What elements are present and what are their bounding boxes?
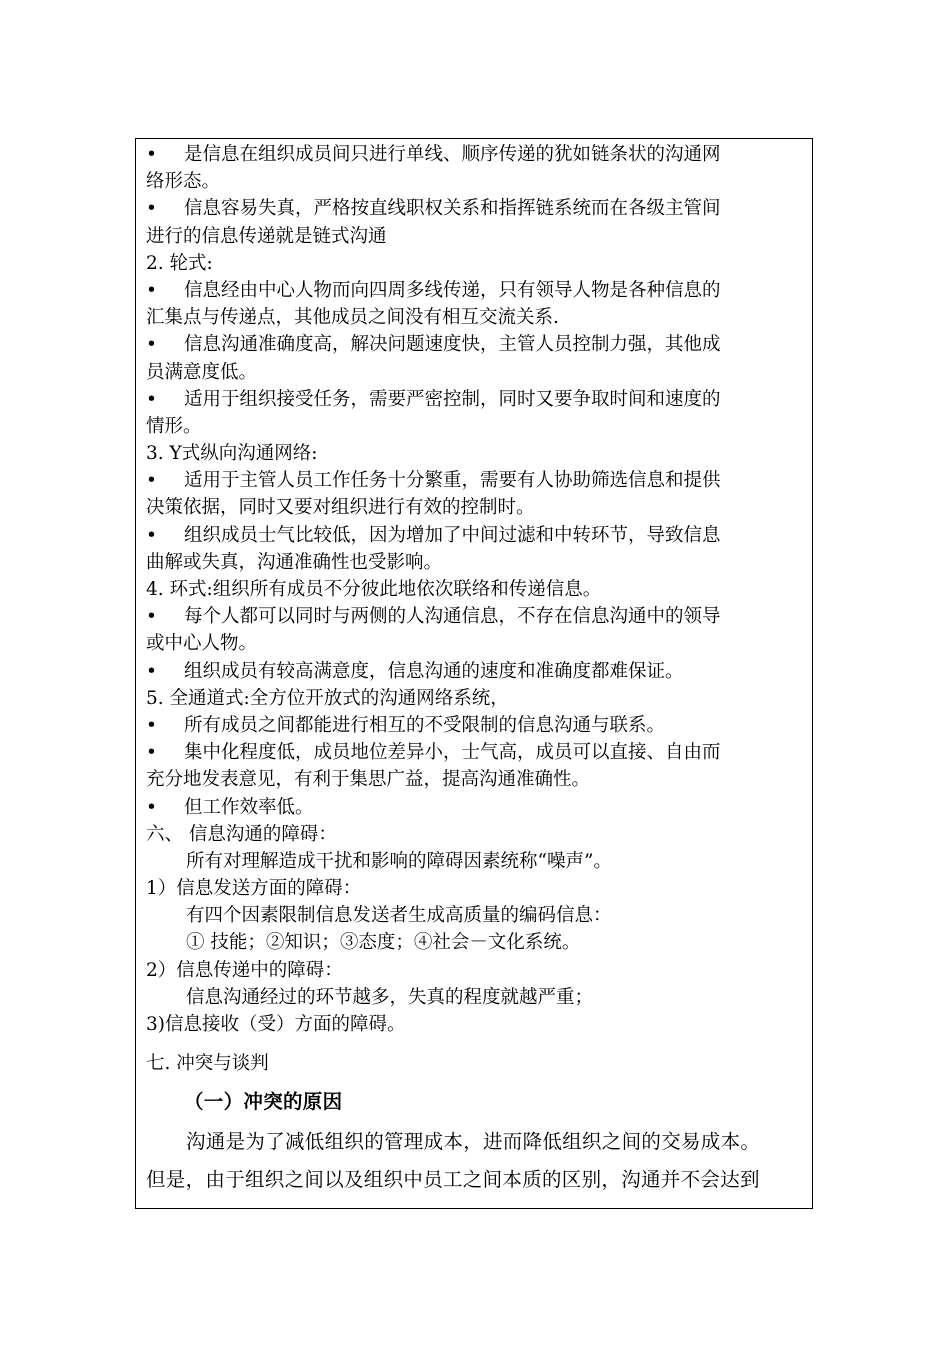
text-line: 或中心人物。	[146, 633, 258, 655]
text: 集中化程度低，成员地位差异小，士气高，成员可以直接、自由而	[184, 742, 721, 764]
text: 适用于组织接受任务，需要严密控制，同时又要争取时间和速度的	[184, 388, 721, 410]
paragraph-line: 但是，由于组织之间以及组织中员工之间本质的区别，沟通并不会达到	[146, 1168, 760, 1192]
text: 组织成员有较高满意度，信息沟通的速度和准确度都难保证。	[184, 660, 684, 682]
text: 但工作效率低。	[184, 796, 314, 818]
bullet-line	[146, 712, 808, 739]
bullet-icon: •	[146, 660, 157, 682]
section-heading: （一）冲突的原因	[184, 1090, 343, 1114]
text: 信息经由中心人物而向四周多线传递，只有领导人物是各种信息的	[184, 279, 721, 301]
bullet-line	[146, 386, 808, 413]
chapter-heading: 六、 信息沟通的障碍：	[146, 823, 337, 845]
sub-heading: 2）信息传递中的障碍：	[146, 959, 343, 981]
text: 组织成员士气比较低，因为增加了中间过滤和中转环节，导致信息	[184, 524, 721, 546]
text: 每个人都可以同时与两侧的人沟通信息，不存在信息沟通中的领导	[184, 606, 721, 628]
bullet-line	[146, 467, 808, 494]
text-line: 进行的信息传递就是链式沟通	[146, 225, 387, 247]
bullet-icon: •	[146, 742, 157, 764]
text-line: 所有对理解造成干扰和影响的障碍因素统称“噪声”。	[186, 850, 612, 872]
section-heading: 2. 轮式:	[146, 252, 213, 274]
text: 信息沟通准确度高，解决问题速度快，主管人员控制力强，其他成	[184, 334, 721, 356]
bullet-icon: •	[146, 144, 157, 165]
bullet-line	[146, 739, 808, 766]
chapter-heading: 七. 冲突与谈判	[146, 1053, 269, 1075]
text-line: 有四个因素限制信息发送者生成高质量的编码信息：	[186, 905, 612, 927]
text-line: 信息沟通经过的环节越多，失真的程度就越严重；	[186, 986, 594, 1008]
bullet-icon: •	[146, 606, 157, 628]
bullet-icon: •	[146, 334, 157, 356]
bullet-icon: •	[146, 524, 157, 546]
text: 是信息在组织成员间只进行单线、顺序传递的犹如链条状的沟通网	[184, 144, 721, 165]
sub-heading: 1）信息发送方面的障碍：	[146, 878, 362, 900]
text-line: 曲解或失真，沟通准确性也受影响。	[146, 551, 443, 573]
section-heading: 5. 全通道式:全方位开放式的沟通网络系统，	[146, 687, 509, 709]
bullet-icon: •	[146, 714, 157, 736]
text-line: 络形态。	[146, 171, 221, 193]
text-line: 充分地发表意见，有利于集思广益，提高沟通准确性。	[146, 769, 591, 791]
sub-heading: 3)信息接收（受）方面的障碍。	[146, 1014, 406, 1035]
text: 适用于主管人员工作任务十分繁重，需要有人协助筛选信息和提供	[184, 470, 721, 492]
document-body	[146, 141, 808, 1197]
bullet-icon: •	[146, 470, 157, 492]
document-frame	[135, 138, 813, 1209]
bullet-line	[146, 522, 808, 549]
bullet-line	[146, 603, 808, 630]
bullet-line	[146, 277, 808, 304]
bullet-line	[146, 658, 808, 685]
bullet-icon: •	[146, 279, 157, 301]
bullet-icon: •	[146, 388, 157, 410]
text-line: 员满意度低。	[146, 361, 258, 383]
text-line: 情形。	[146, 415, 202, 437]
bullet-line	[146, 331, 808, 358]
bullet-line	[146, 794, 808, 821]
text: 所有成员之间都能进行相互的不受限制的信息沟通与联系。	[184, 714, 666, 736]
section-heading: 4. 环式:组织所有成员不分彼此地依次联络和传递信息。	[146, 579, 602, 600]
text: 信息容易失真，严格按直线职权关系和指挥链系统而在各级主管间	[184, 198, 721, 220]
bullet-icon: •	[146, 198, 157, 220]
bullet-icon: •	[146, 796, 157, 818]
bullet-line	[146, 141, 808, 168]
bullet-line	[146, 195, 808, 222]
paragraph-line: 沟通是为了减低组织的管理成本，进而降低组织之间的交易成本。	[186, 1130, 761, 1154]
text-line: ① 技能；②知识；③态度；④社会－文化系统。	[186, 932, 581, 954]
section-heading: 3. Y式纵向沟通网络:	[146, 443, 318, 465]
text-line: 汇集点与传递点，其他成员之间没有相互交流关系.	[146, 307, 559, 329]
text-line: 决策依据，同时又要对组织进行有效的控制时。	[146, 497, 535, 519]
